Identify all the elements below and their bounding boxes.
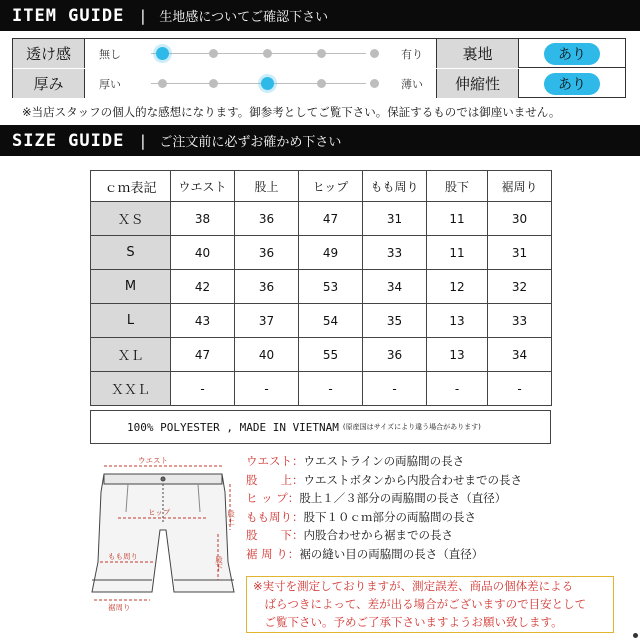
guide-label-stretch: 伸縮性 xyxy=(437,69,519,98)
table-cell: 12 xyxy=(427,270,488,304)
size-label: S xyxy=(91,236,171,270)
scale-dot-selected xyxy=(261,77,274,90)
definition-key: 裾 周 り： xyxy=(246,546,300,561)
definition-row xyxy=(246,471,522,490)
item-guide-table xyxy=(12,38,626,98)
table-cell: - xyxy=(488,372,552,406)
disclaimer-line: ※実寸を測定しておりますが、測定誤差、商品の個体差による xyxy=(253,579,574,593)
header-cell: 裾周り xyxy=(488,171,552,202)
table-cell: 31 xyxy=(363,202,427,236)
size-label: ＸＸＬ xyxy=(91,372,171,406)
item-guide-separator: | xyxy=(140,6,146,25)
definition-row xyxy=(246,526,522,545)
guide-label-lining: 裏地 xyxy=(437,39,519,68)
guide-label-thickness: 厚み xyxy=(13,69,85,98)
table-cell: 35 xyxy=(363,304,427,338)
table-row xyxy=(91,202,552,236)
disclaimer-line: ご覧下さい。予めご了承下さいますようお願い致します。 xyxy=(253,615,563,629)
table-cell: 49 xyxy=(299,236,363,270)
measurement-definitions xyxy=(246,452,522,564)
definition-row xyxy=(246,489,522,508)
definition-text: ウエストラインの両脇間の長さ xyxy=(303,454,465,468)
table-cell: 36 xyxy=(235,270,299,304)
header-cell: 股上 xyxy=(235,171,299,202)
definition-key: 股 上： xyxy=(246,472,304,487)
size-label: L xyxy=(91,304,171,338)
scale-dot xyxy=(370,79,379,88)
table-row xyxy=(91,338,552,372)
table-cell: 13 xyxy=(427,304,488,338)
stretch-value: あり xyxy=(544,73,600,95)
guide-row-sheerness xyxy=(13,39,625,68)
shorts-outline-icon xyxy=(92,474,234,592)
diagram-label-inseam: 股下 xyxy=(214,556,224,571)
size-guide-header xyxy=(0,125,640,156)
thickness-scale xyxy=(85,69,437,98)
table-cell: - xyxy=(427,372,488,406)
material-text: 100% POLYESTER , MADE IN VIETNAM xyxy=(127,420,339,434)
table-cell: - xyxy=(363,372,427,406)
table-row xyxy=(91,304,552,338)
table-cell: 54 xyxy=(299,304,363,338)
item-guide-title: ITEM GUIDE xyxy=(12,5,125,26)
definition-row xyxy=(246,452,522,471)
scale-dot xyxy=(263,49,272,58)
diagram-label-hip: ヒップ xyxy=(148,508,171,517)
definition-row xyxy=(246,545,522,564)
table-cell: 53 xyxy=(299,270,363,304)
table-cell: 37 xyxy=(235,304,299,338)
disclaimer-line: ばらつきによって、差が出る場合がございますので目安として xyxy=(253,597,587,611)
scale-dot xyxy=(158,79,167,88)
header-cell: もも周り xyxy=(363,171,427,202)
definition-text: 股下１０ｃｍ部分の両脇間の長さ xyxy=(303,509,476,524)
scale-right-label: 薄い xyxy=(401,78,423,91)
stretch-value-cell xyxy=(519,69,625,98)
lining-value: あり xyxy=(544,43,600,65)
lining-value-cell xyxy=(519,39,625,68)
item-guide-header xyxy=(0,0,640,31)
scale-dot xyxy=(209,49,218,58)
table-cell: - xyxy=(299,372,363,406)
definition-key: ヒ ッ プ： xyxy=(246,491,300,506)
table-cell: 38 xyxy=(171,202,235,236)
table-cell: 43 xyxy=(171,304,235,338)
diagram-label-rise: 股上 xyxy=(226,510,236,525)
sheerness-scale xyxy=(85,39,437,68)
table-cell: 36 xyxy=(363,338,427,372)
size-table-header xyxy=(91,171,552,202)
table-cell: 31 xyxy=(488,236,552,270)
diagram-label-thigh: もも周り xyxy=(108,552,138,561)
table-cell: 30 xyxy=(488,202,552,236)
table-cell: 13 xyxy=(427,338,488,372)
size-guide-separator: | xyxy=(140,131,146,150)
material-row xyxy=(90,410,551,444)
header-cell: 股下 xyxy=(427,171,488,202)
table-cell: 55 xyxy=(299,338,363,372)
table-cell: 33 xyxy=(363,236,427,270)
size-label: ＸＬ xyxy=(91,338,171,372)
scale-dot xyxy=(317,79,326,88)
definition-row xyxy=(246,508,522,527)
scale-right-label: 有り xyxy=(401,48,423,61)
guide-label-sheerness: 透け感 xyxy=(13,39,85,68)
table-cell: 40 xyxy=(235,338,299,372)
table-cell: 34 xyxy=(488,338,552,372)
table-cell: 32 xyxy=(488,270,552,304)
table-cell: 40 xyxy=(171,236,235,270)
measurement-disclaimer xyxy=(246,576,614,633)
header-cell: ヒップ xyxy=(299,171,363,202)
table-cell: 42 xyxy=(171,270,235,304)
header-cell: ｃｍ表記 xyxy=(91,171,171,202)
table-cell: 33 xyxy=(488,304,552,338)
size-label: ＸＳ xyxy=(91,202,171,236)
header-cell: ウエスト xyxy=(171,171,235,202)
definition-text: ウエストボタンから内股合わせまでの長さ xyxy=(303,472,522,487)
table-cell: 11 xyxy=(427,236,488,270)
table-cell: 11 xyxy=(427,202,488,236)
table-cell: - xyxy=(235,372,299,406)
diagram-label-waist: ウエスト xyxy=(138,456,168,465)
staff-note: ※当店スタッフの個人的な感想になります。御参考としてご覧下さい。保証するものでは御座いません。 xyxy=(22,105,561,119)
scale-dot-selected xyxy=(156,47,169,60)
definition-text: 内股合わせから裾までの長さ xyxy=(303,528,453,543)
scale-dot xyxy=(370,49,379,58)
table-cell: 36 xyxy=(235,236,299,270)
scale-track xyxy=(151,83,366,84)
scale-track xyxy=(151,53,366,54)
table-cell: 34 xyxy=(363,270,427,304)
table-cell: 47 xyxy=(299,202,363,236)
scale-left-label: 厚い xyxy=(99,78,121,91)
size-table xyxy=(90,170,552,406)
definition-key: 股 下： xyxy=(246,528,304,543)
diagram-label-hem: 裾周り xyxy=(108,603,131,612)
item-guide-subtitle: 生地感についてご確認下さい xyxy=(159,10,329,25)
shorts-diagram xyxy=(88,452,238,617)
table-cell: 36 xyxy=(235,202,299,236)
table-cell: 47 xyxy=(171,338,235,372)
definition-key: もも周り： xyxy=(246,509,304,524)
scale-dot xyxy=(317,49,326,58)
definition-text: 股上１／３部分の両脇間の長さ（直径） xyxy=(299,491,507,506)
material-note: (原産国はサイズにより違う場合があります) xyxy=(342,423,481,431)
guide-row-thickness xyxy=(13,69,625,98)
table-row xyxy=(91,270,552,304)
size-label: M xyxy=(91,270,171,304)
table-cell: - xyxy=(171,372,235,406)
definition-key: ウエスト： xyxy=(246,454,304,468)
scale-dot xyxy=(209,79,218,88)
table-row xyxy=(91,236,552,270)
size-guide-subtitle: ご注文前に必ずお確かめ下さい xyxy=(159,135,342,150)
size-guide-title: SIZE GUIDE xyxy=(12,130,125,151)
scale-left-label: 無し xyxy=(99,48,121,61)
corner-dot-icon xyxy=(633,633,638,638)
definition-text: 裾の縫い目の両脇間の長さ（直径） xyxy=(299,546,484,561)
table-row xyxy=(91,372,552,406)
